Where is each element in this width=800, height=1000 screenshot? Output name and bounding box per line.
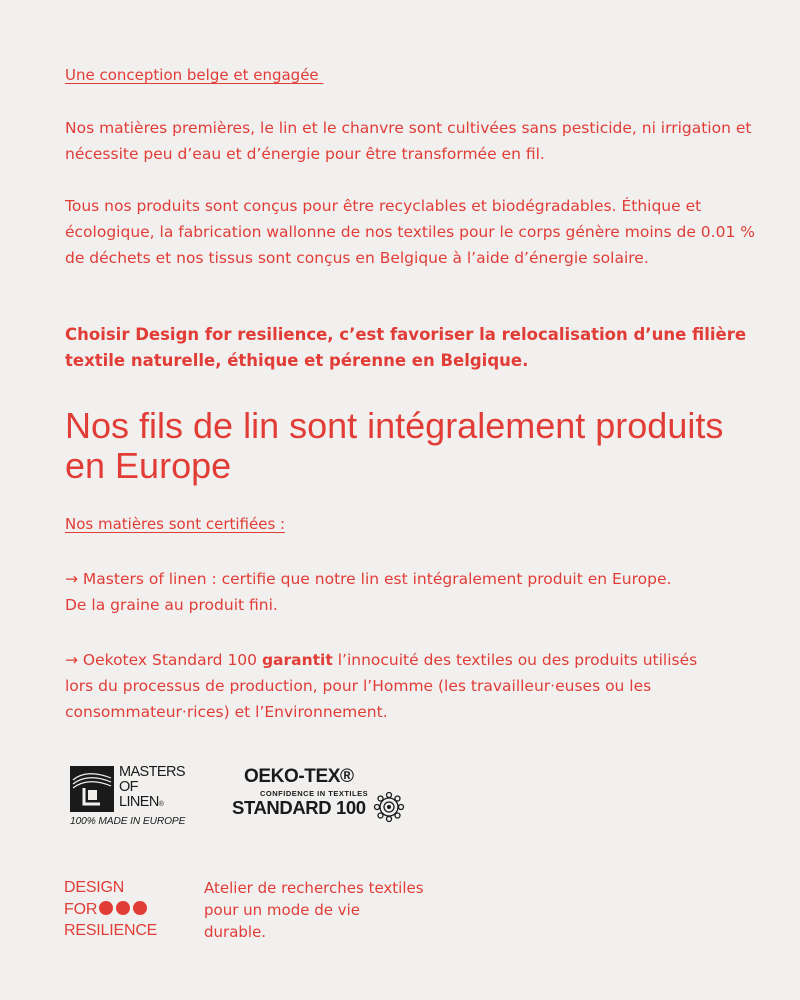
certification-item-oekotex: [65, 647, 715, 725]
brand-tagline: Atelier de recherches textiles pour un mode de vie durable.: [204, 879, 424, 941]
masters-of-linen-emblem-icon: [70, 766, 114, 812]
masters-of-linen-subtitle: 100% MADE IN EUROPE: [70, 816, 186, 827]
certifications-title: Nos matières sont certifiées :: [65, 515, 286, 533]
intro-title: Une conception belge et engagée: [65, 66, 324, 84]
oeko-tex-logo: [232, 766, 412, 828]
oekotex-bold: garantit: [261, 651, 333, 669]
brand-line-design: DESIGN: [64, 879, 125, 896]
oekotex-prefix: → Oekotex Standard 100: [65, 651, 262, 669]
intro-paragraph-3: Choisir Design for resilience, c’est favoriser la relocalisation d’une filière textile naturelle, éthique et pérenne en Belgique.: [65, 325, 747, 370]
oeko-tex-standard: STANDARD 100: [232, 797, 366, 818]
oeko-tex-globe-icon: [373, 791, 405, 827]
masters-of-linen-logo: [70, 766, 192, 828]
masters-line-2: OF: [119, 779, 138, 795]
masters-line-3: [119, 795, 185, 812]
oekotex-suffix: l’innocuité des textiles ou des produits utilisés lors du processus de production, pour l’Homme (les travailleur·euses ou les consommateur·rices) et l’Environnement.: [65, 651, 698, 721]
masters-line-1: MASTERS: [119, 764, 185, 780]
masters-linen-text: LINEN: [119, 794, 159, 810]
brand-line-for: FOR: [64, 900, 98, 918]
brand-dots-icon: [99, 899, 150, 921]
brand-line-for-row: [64, 899, 157, 921]
oeko-tex-confidence: CONFIDENCE IN TEXTILES: [260, 789, 369, 798]
masters-reg-mark: ®: [158, 801, 164, 808]
intro-paragraph-1: Nos matières premières, le lin et le chanvre sont cultivées sans pesticide, ni irrigation et nécessite peu d’eau et d’énergie pour être transformée en fil.: [65, 119, 752, 163]
brand-logo: [64, 877, 157, 942]
section-heading: Nos fils de lin sont intégralement produits en Europe: [65, 405, 724, 486]
masters-of-linen-wordmark: [119, 765, 185, 812]
brand-line-resilience: RESILIENCE: [64, 922, 158, 940]
intro-paragraph-2: Tous nos produits sont conçus pour être recyclables et biodégradables. Éthique et écologique, la fabrication wallonne de nos textiles pour le corps génère moins de 0.01 % de déchets et nos tissus sont conçus en Belgique à l’aide d’énergie solaire.: [65, 197, 755, 267]
certification-item-masters: → Masters of linen : certifie que notre lin est intégralement produit en Europe. De la graine au produit fini.: [65, 570, 672, 614]
oeko-tex-title: OEKO-TEX®: [244, 766, 354, 787]
